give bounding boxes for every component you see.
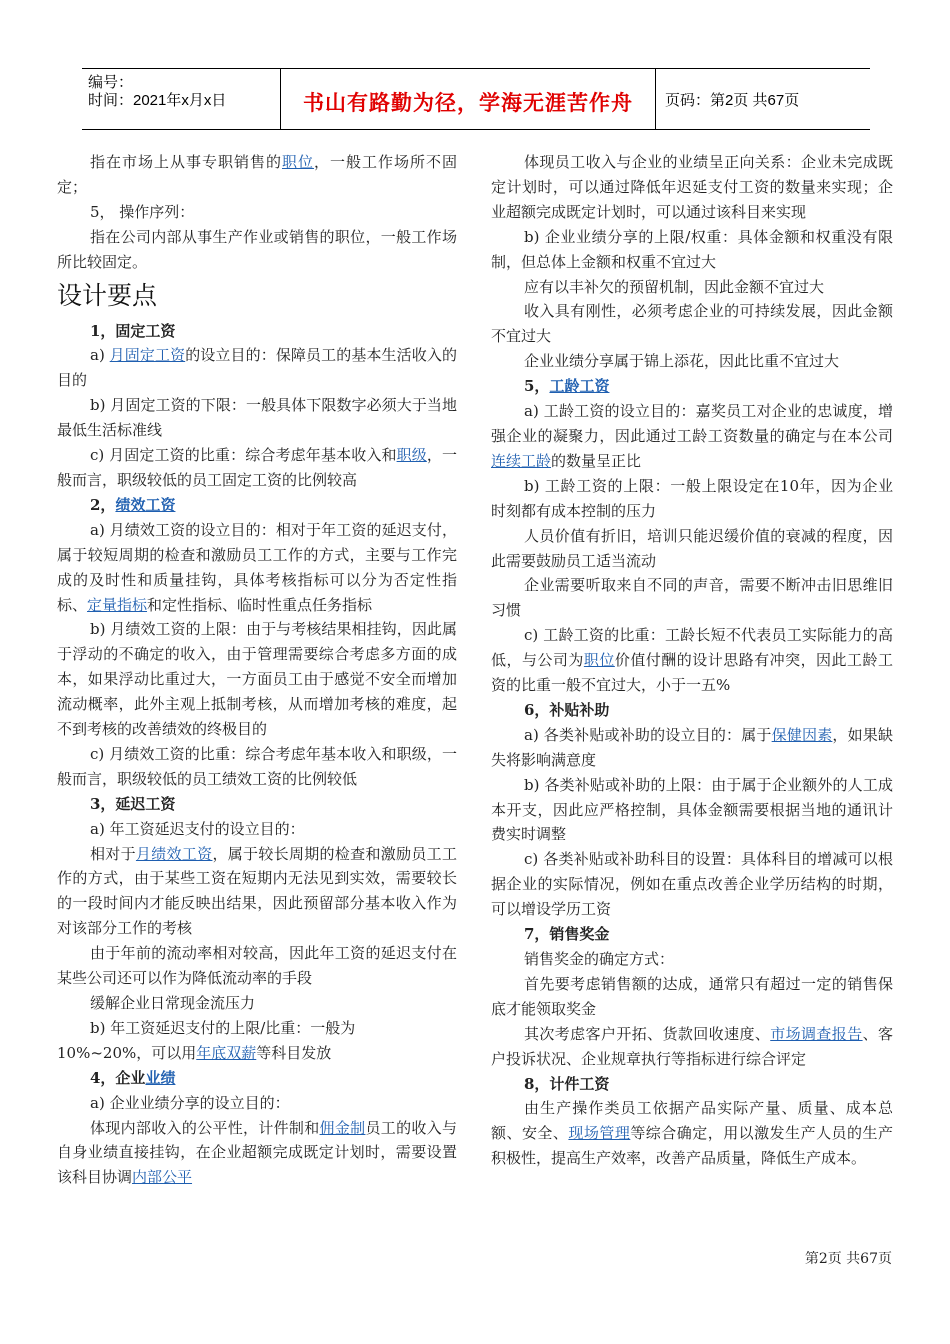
paragraph: 其次考虑客户开拓、货款回收速度、市场调查报告、客户投诉状况、企业规章执行等指标进行综合评定 — [491, 1024, 893, 1068]
paragraph: b) 各类补贴或补助的上限：由于属于企业额外的人工成本开支，因此应严格控制，具体金额需要根据当地的通讯计费实时调整 — [491, 775, 893, 844]
number-label: 编号： — [88, 74, 134, 91]
paragraph: b) 月固定工资的下限：一般具体下限数字必须大于当地最低生活标准线 — [57, 396, 457, 440]
paragraph: 5， 操作序列： — [90, 202, 195, 221]
link-zhiji[interactable]: 职级 — [396, 446, 427, 465]
paragraph: 由于年前的流动率相对较高，因此年工资的延迟支付在某些公司还可以作为降低流动率的手段 — [57, 944, 457, 988]
paragraph: 收入具有刚性，必须考虑企业的可持续发展，因此金额不宜过大 — [491, 302, 893, 346]
link-internal-fairness[interactable]: 内部公平 — [132, 1168, 193, 1187]
link-quantitative-indicator[interactable]: 定量指标 — [87, 595, 148, 614]
document-header — [82, 68, 870, 130]
page-code: 页码：第2页 共67页 — [665, 92, 800, 109]
paragraph: a) 月固定工资的设立目的：保障员工的基本生活收入的目的 — [57, 346, 457, 390]
paragraph: 相对于月绩效工资，属于较长周期的检查和激励员工工作的方式，由于某些工资在短期内无法见到实效，需要较长的一段时间内才能反映出结果，因此预留部分基本收入作为对该部分工作的考核 — [57, 844, 457, 938]
paragraph: 体现内部收入的公平性，计件制和佣金制员工的收入与自身业绩直接挂钩，在企业超额完成既定计划时，需要设置该科目协调内部公平 — [57, 1118, 457, 1187]
paragraph: a) 月绩效工资的设立目的：相对于年工资的延迟支付，属于较短周期的检查和激励员工工作的方式，主要与工作完成的及时性和质量挂钩，具体考核指标可以分为否定性指标、定量指标和定性指标、临时性重点任务指标 — [57, 520, 457, 614]
subheading-fixed-wage: 1，固定工资 — [90, 321, 176, 340]
link-position[interactable]: 职位 — [583, 651, 615, 670]
paragraph: b) 年工资延迟支付的上限/比重：一般为 — [90, 1018, 356, 1037]
link-market-research-report[interactable]: 市场调查报告 — [770, 1024, 863, 1043]
paragraph: b) 企业业绩分享的上限/权重：具体金额和权重没有限制，但总体上金额和权重不宜过大 — [491, 227, 893, 271]
link-performance-wage[interactable]: 绩效工资 — [115, 495, 176, 514]
paragraph: 企业业绩分享属于锦上添花，因此比重不宜过大 — [524, 352, 840, 371]
link-hygiene-factor[interactable]: 保健因素 — [771, 725, 833, 744]
page-footer: 第2页 共67页 — [804, 1251, 892, 1267]
paragraph: 缓解企业日常现金流压力 — [90, 994, 256, 1012]
header-left-cell — [82, 69, 281, 129]
paragraph: 10%~20%，可以用年底双薪等科目发放 — [57, 1043, 332, 1062]
paragraph: c) 月绩效工资的比重：综合考虑年基本收入和职级，一般而言，职级较低的员工绩效工资的比例较低 — [57, 744, 457, 788]
link-continuous-seniority[interactable]: 连续工龄 — [491, 451, 552, 470]
link-site-management[interactable]: 现场管理 — [568, 1124, 631, 1143]
link-monthly-fixed-wage[interactable]: 月固定工资 — [109, 346, 186, 365]
paragraph: b) 工龄工资的上限：一般上限设定在10年，因为企业时刻都有成本控制的压力 — [491, 476, 893, 520]
subheading-deferred-wage: 3，延迟工资 — [90, 794, 176, 813]
link-seniority-wage[interactable]: 工龄工资 — [549, 377, 610, 396]
link-performance[interactable]: 业绩 — [145, 1068, 176, 1087]
paragraph: a) 企业业绩分享的设立目的： — [90, 1093, 290, 1112]
date-line: 时间：2021年x月x日 — [88, 92, 227, 109]
paragraph: c) 工龄工资的比重：工龄长短不代表员工实际能力的高低，与公司为职位价值付酬的设计思路有冲突，因此工龄工资的比重一般不宜过大，小于一五% — [491, 626, 893, 695]
paragraph: c) 各类补贴或补助科目的设置：具体科目的增减可以根据企业的实际情况，例如在重点改善企业学历结构的时期，可以增设学历工资 — [491, 850, 893, 919]
header-motto-cell — [281, 69, 656, 129]
paragraph: 企业需要听取来自不同的声音，需要不断冲击旧思维旧习惯 — [491, 576, 893, 620]
link-commission-system[interactable]: 佣金制 — [319, 1118, 366, 1137]
paragraph: 首先要考虑销售额的达成，通常只有超过一定的销售保底才能领取奖金 — [491, 974, 893, 1018]
link-monthly-performance-wage[interactable]: 月绩效工资 — [135, 844, 213, 863]
paragraph: 指在市场上从事专职销售的职位，一般工作场所不固定； — [57, 153, 457, 196]
left-column — [57, 150, 457, 1190]
section-heading: 设计要点 — [57, 280, 158, 310]
paragraph: 应有以丰补欠的预留机制，因此金额不宜过大 — [524, 277, 825, 296]
paragraph: 人员价值有折旧，培训只能迟缓价值的衰减的程度，因此需要鼓励员工适当流动 — [491, 526, 893, 570]
paragraph: 指在公司内部从事生产作业或销售的职位，一般工作场所比较固定。 — [57, 227, 457, 271]
right-column — [491, 150, 893, 1171]
paragraph: 体现员工收入与企业的业绩呈正向关系：企业未完成既定计划时，可以通过降低年迟延支付工资的数量来实现；企业超额完成既定计划时，可以通过该科目来实现 — [491, 153, 893, 221]
motto: 书山有路勤为径，学海无涯苦作舟 — [303, 91, 633, 115]
paragraph: c) 月固定工资的比重：综合考虑年基本收入和职级，一般而言，职级较低的员工固定工资的比例较高 — [57, 446, 457, 489]
paragraph: a) 各类补贴或补助的设立目的：属于保健因素，如果缺失将影响满意度 — [491, 725, 893, 769]
paragraph: b) 月绩效工资的上限：由于与考核结果相挂钩，因此属于浮动的不确定的收入，由于管理需要综合考虑多方面的成本，如果浮动比重过大，一方面员工由于感觉不安全而增加流动概率，此外主观上抵制考核，从而增加考核的难度，起不到考核的改善绩效的终极目的 — [57, 620, 457, 739]
subheading-sales-bonus: 7，销售奖金 — [524, 925, 610, 944]
subheading-performance-wage: 2，绩效工资 — [90, 495, 176, 514]
subheading-piece-wage: 8，计件工资 — [524, 1074, 610, 1093]
paragraph: a) 年工资延迟支付的设立目的： — [90, 819, 305, 838]
link-year-end-double-pay[interactable]: 年底双薪 — [196, 1043, 257, 1062]
paragraph: 由生产操作类员工依据产品实际产量、质量、成本总额、安全、现场管理等综合确定，用以激发生产人员的生产积极性，提高生产效率，改善产品质量，降低生产成本。 — [491, 1099, 893, 1168]
header-page-cell — [656, 69, 870, 129]
subheading-enterprise-performance: 4，企业业绩 — [90, 1068, 176, 1087]
subheading-seniority-wage: 5，工龄工资 — [524, 377, 610, 396]
link-zhiwei[interactable]: 职位 — [281, 153, 314, 171]
subheading-allowance: 6，补贴补助 — [524, 700, 610, 719]
paragraph: 销售奖金的确定方式： — [524, 950, 675, 968]
paragraph: a) 工龄工资的设立目的：嘉奖员工对企业的忠诚度，增强企业的凝聚力，因此通过工龄工资数量的确定与在本公司连续工龄的数量呈正比 — [491, 402, 893, 470]
